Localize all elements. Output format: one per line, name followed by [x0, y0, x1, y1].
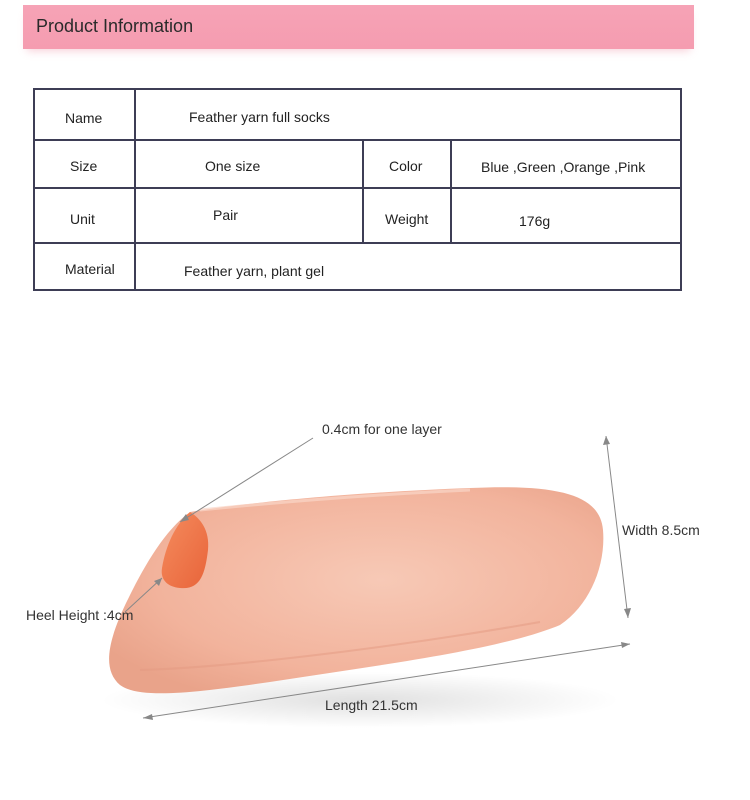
weight-label: Weight: [385, 211, 429, 227]
spec-table: [33, 88, 682, 291]
arrowhead: [621, 642, 630, 648]
table-column-divider: [450, 139, 452, 244]
arrowhead: [603, 436, 610, 445]
table-row-divider: [35, 187, 680, 189]
header-banner: [23, 5, 694, 49]
color-label: Color: [389, 158, 423, 174]
weight-value: 176g: [519, 213, 551, 229]
size-value: One size: [205, 158, 261, 174]
material-label: Material: [65, 261, 115, 277]
heel-height-label: Heel Height :4cm: [26, 607, 134, 623]
width-label: Width 8.5cm: [622, 522, 700, 538]
table-column-divider: [134, 90, 136, 289]
unit-value: Pair: [213, 207, 238, 223]
unit-label: Unit: [70, 211, 95, 227]
layer-thickness-label: 0.4cm for one layer: [322, 421, 442, 437]
page-title: Product Information: [36, 16, 194, 36]
table-row-divider: [35, 242, 680, 244]
table-row-divider: [35, 139, 680, 141]
name-value: Feather yarn full socks: [189, 109, 330, 125]
color-value: Blue ,Green ,Orange ,Pink: [481, 159, 646, 175]
table-column-divider: [362, 139, 364, 244]
sock-opening: [162, 512, 209, 588]
size-label: Size: [70, 158, 98, 174]
sock-product-image: [0, 400, 750, 800]
arrowhead: [624, 608, 631, 618]
material-value: Feather yarn, plant gel: [184, 263, 325, 279]
length-label: Length 21.5cm: [325, 697, 418, 713]
name-label: Name: [65, 110, 103, 126]
